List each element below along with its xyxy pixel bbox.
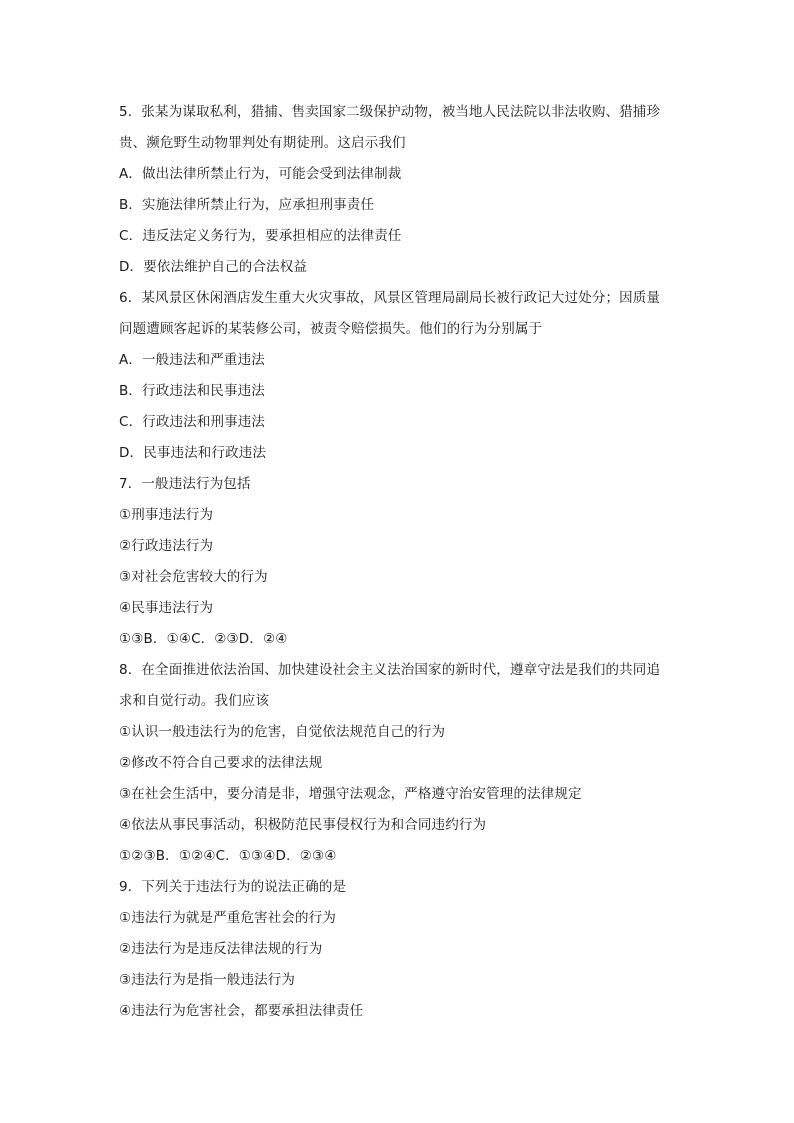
question-7-statement-2: ②行政违法行为 [119,538,214,554]
question-6-option-c: C．行政违法和刑事违法 [119,414,266,430]
question-5-stem-line-1: 5．张某为谋取私利，猎捕、售卖国家二级保护动物，被当地人民法院以非法收购、猎捕珍 [119,104,661,120]
question-5-option-c: C．违反法定义务行为，要承担相应的法律责任 [119,228,402,244]
question-8-statement-1: ①认识一般违法行为的危害，自觉依法规范自己的行为 [119,724,446,740]
question-7-statement-1: ①刑事违法行为 [119,507,214,523]
question-8-statement-2: ②修改不符合自己要求的法律法规 [119,755,323,771]
question-6-option-b: B．行政违法和民事违法 [119,383,265,399]
question-9-statement-1: ①违法行为就是严重危害社会的行为 [119,910,337,926]
question-5-stem-line-2: 贵、濒危野生动物罪判处有期徒刑。这启示我们 [119,135,406,151]
question-8-statement-3: ③在社会生活中，要分清是非，增强守法观念，严格遵守治安管理的法律规定 [119,786,582,802]
question-9-statement-2: ②违法行为是违反法律法规的行为 [119,941,323,957]
question-6-stem-line-2: 问题遭顾客起诉的某装修公司，被责令赔偿损失。他们的行为分别属于 [119,321,543,337]
question-8-answer-choices: ①②③B．①②④C．①③④D．②③④ [119,848,337,864]
question-8-statement-4: ④依法从事民事活动，积极防范民事侵权行为和合同违约行为 [119,817,487,833]
question-7-statement-3: ③对社会危害较大的行为 [119,569,268,585]
question-5-option-b: B．实施法律所禁止行为，应承担刑事责任 [119,197,375,213]
question-6-stem-line-1: 6．某风景区休闲酒店发生重大火灾事故，风景区管理局副局长被行政记大过处分；因质量 [119,290,661,306]
question-9-statement-3: ③违法行为是指一般违法行为 [119,972,296,988]
question-6-option-d: D．民事违法和行政违法 [119,445,267,461]
question-7-statement-4: ④民事违法行为 [119,600,214,616]
question-9-statement-4: ④违法行为危害社会，都要承担法律责任 [119,1003,364,1019]
question-7-answer-choices: ①③B．①④C．②③D．②④ [119,631,288,647]
question-6-option-a: A．一般违法和严重违法 [119,352,265,368]
question-8-stem-line-1: 8．在全面推进依法治国、加快建设社会主义法治国家的新时代，遵章守法是我们的共同追 [119,662,661,678]
question-7-stem: 7．一般违法行为包括 [119,476,251,492]
question-5-option-d: D．要依法维护自己的合法权益 [119,259,307,275]
question-9-stem: 9．下列关于违法行为的说法正确的是 [119,879,347,895]
question-5-option-a: A．做出法律所禁止行为，可能会受到法律制裁 [119,166,402,182]
question-list [119,97,679,1027]
question-8-stem-line-2: 求和自觉行动。我们应该 [119,693,270,709]
